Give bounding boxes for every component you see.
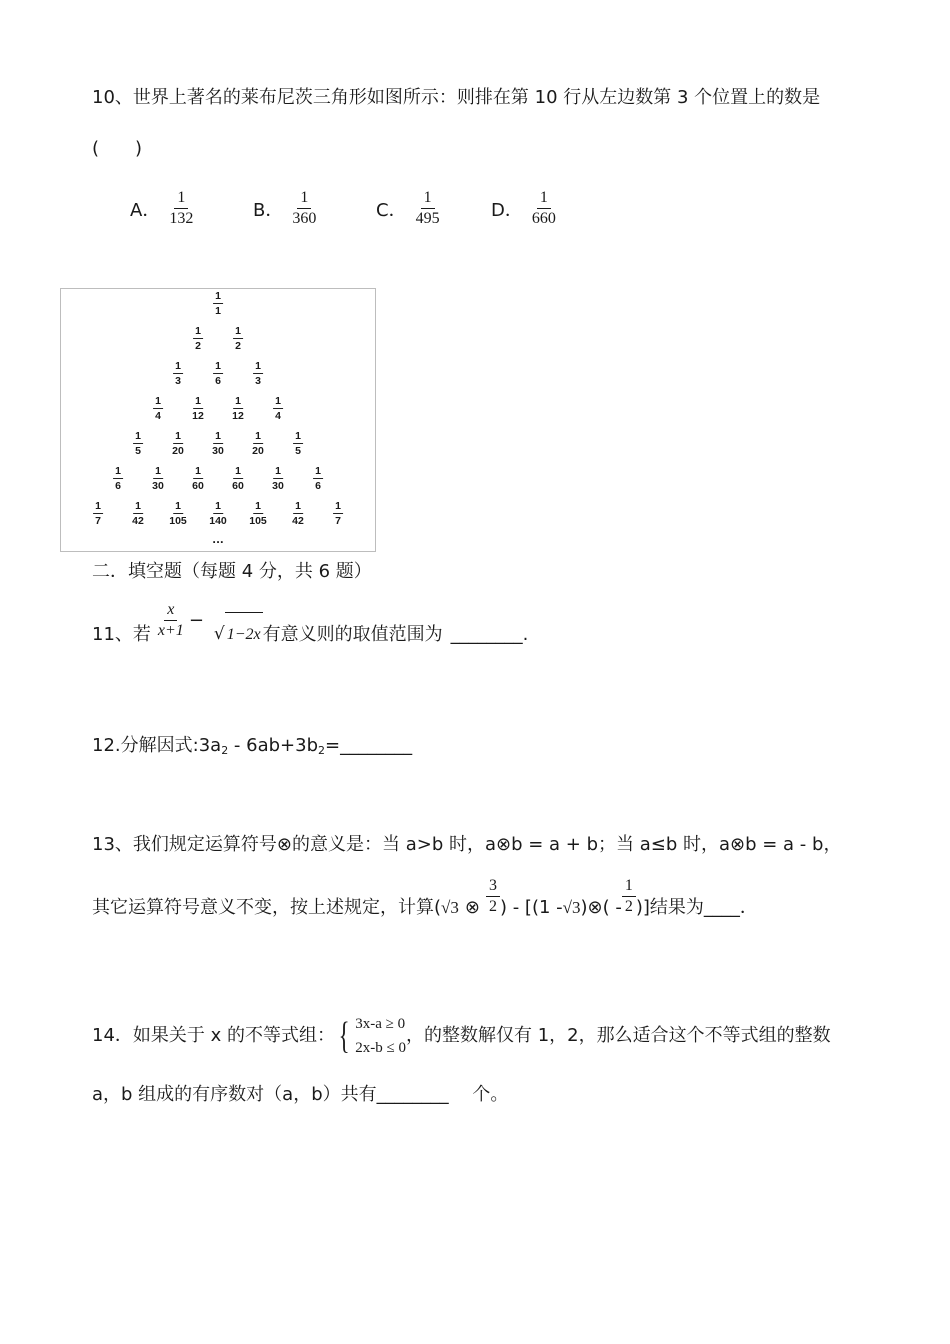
option-a-den: 132	[169, 210, 194, 227]
option-d	[491, 190, 559, 227]
option-c-den: 495	[415, 210, 440, 227]
triangle-denominator: 2	[195, 339, 201, 352]
triangle-numerator: 1	[215, 430, 221, 442]
option-b-fraction	[289, 190, 319, 227]
triangle-denominator: 60	[232, 479, 244, 492]
triangle-denominator: 4	[275, 409, 281, 422]
q11-radical	[214, 612, 263, 657]
triangle-denominator: 105	[249, 514, 267, 527]
triangle-fraction-r7-c4	[207, 501, 229, 526]
q12-text-c: =________	[325, 735, 413, 756]
q13-line1: 13、我们规定运算符号⊗的意义是：当 a>b 时，a⊗b = a + b；当 a≤b 时，a⊗b = a - b，	[92, 834, 842, 855]
triangle-fraction-r4-c1	[153, 396, 163, 421]
triangle-fraction-r3-c2	[213, 361, 223, 386]
option-a-fraction	[166, 190, 196, 227]
triangle-denominator: 12	[192, 409, 204, 422]
option-a-num: 1	[174, 190, 188, 209]
triangle-numerator: 1	[255, 430, 261, 442]
triangle-denominator: 4	[155, 409, 161, 422]
q12-sub1: 2	[221, 744, 229, 757]
triangle-fraction-r7-c6	[290, 501, 306, 526]
triangle-denominator: 60	[192, 479, 204, 492]
option-d-fraction	[529, 190, 559, 227]
triangle-numerator: 1	[195, 325, 201, 337]
q13-text-c: )⊗( -	[580, 897, 622, 918]
triangle-denominator: 30	[272, 479, 284, 492]
triangle-numerator: 1	[135, 500, 141, 512]
triangle-numerator: 1	[215, 360, 221, 372]
q12-sub2: 2	[318, 744, 325, 757]
option-c	[376, 190, 443, 227]
q11-line	[92, 601, 529, 657]
q12-line	[92, 734, 412, 763]
triangle-denominator: 3	[175, 374, 181, 387]
triangle-numerator: 1	[235, 395, 241, 407]
option-a	[130, 190, 196, 227]
option-d-den: 660	[531, 210, 556, 227]
triangle-fraction-r6-c5	[270, 466, 286, 491]
triangle-denominator: 6	[315, 479, 321, 492]
q13-fraction-b	[622, 878, 636, 915]
triangle-denominator: 20	[252, 444, 264, 457]
q13-f1-num: 3	[486, 878, 500, 897]
triangle-numerator: 1	[155, 465, 161, 477]
triangle-fraction-r7-c1	[93, 501, 103, 526]
triangle-denominator: 5	[135, 444, 141, 457]
triangle-numerator: 1	[295, 500, 301, 512]
triangle-denominator: 2	[235, 339, 241, 352]
q13-text-b: ) - [(1 -	[499, 897, 563, 918]
q11-blank: ________.	[450, 623, 529, 645]
q13-sqrt3-a: √3	[441, 898, 459, 917]
triangle-denominator: 6	[115, 479, 121, 492]
option-d-label: D．	[491, 199, 523, 221]
q13-f2-den: 2	[624, 897, 633, 915]
triangle-fraction-r6-c2	[150, 466, 166, 491]
triangle-denominator: 7	[335, 514, 341, 527]
triangle-denominator: 3	[255, 374, 261, 387]
q10-paren: ( )	[92, 138, 143, 159]
q14-line2: a，b 组成的有序数对（a，b）共有________ 个。	[92, 1084, 509, 1105]
q12-text-b: - 6ab+3b	[228, 735, 318, 756]
triangle-fraction-r7-c5	[247, 501, 269, 526]
option-d-num: 1	[537, 190, 551, 209]
triangle-fraction-r6-c3	[190, 466, 206, 491]
triangle-fraction-r4-c4	[273, 396, 283, 421]
q14-ineq1: 3x-a ≥ 0	[355, 1016, 406, 1032]
triangle-denominator: 42	[292, 514, 304, 527]
triangle-denominator: 30	[212, 444, 224, 457]
triangle-numerator: 1	[115, 465, 121, 477]
q13-sqrt3-b: √3	[562, 898, 581, 917]
q13-otimes-a: ⊗	[464, 897, 480, 918]
triangle-numerator: 1	[195, 395, 201, 407]
q11-suffix: 有意义则的取值范围为	[262, 623, 443, 645]
triangle-fraction-r5-c4	[250, 431, 266, 456]
q14-inequality-system	[335, 1012, 406, 1060]
q11-radicand: 1−2x	[225, 612, 263, 657]
triangle-fraction-r7-c3	[167, 501, 189, 526]
triangle-numerator: 1	[235, 465, 241, 477]
triangle-fraction-r2-c1	[193, 326, 203, 351]
sqrt-icon: √	[213, 624, 225, 644]
triangle-numerator: 1	[315, 465, 321, 477]
section-title: 二．填空题（每题 4 分，共 6 题）	[92, 561, 372, 582]
triangle-denominator: 42	[132, 514, 144, 527]
q13-f1-den: 2	[488, 897, 497, 915]
triangle-numerator: 1	[135, 430, 141, 442]
triangle-fraction-r5-c5	[293, 431, 303, 456]
triangle-fraction-r5-c3	[210, 431, 226, 456]
q14-suffix: ，的整数解仅有 1，2，那么适合这个不等式组的整数	[405, 1025, 831, 1046]
option-c-label: C．	[376, 199, 407, 221]
triangle-numerator: 1	[215, 500, 221, 512]
triangle-denominator: 140	[209, 514, 227, 527]
triangle-denominator: 1	[215, 304, 221, 317]
triangle-numerator: 1	[255, 360, 261, 372]
q11-prefix: 11、若	[92, 623, 151, 645]
option-a-label: A．	[130, 199, 161, 221]
option-b-label: B．	[253, 199, 284, 221]
q11-frac-num: x	[164, 602, 177, 621]
triangle-fraction-r6-c6	[313, 466, 323, 491]
triangle-numerator: 1	[235, 325, 241, 337]
triangle-numerator: 1	[175, 500, 181, 512]
triangle-fraction-r6-c4	[230, 466, 246, 491]
triangle-numerator: 1	[215, 290, 221, 302]
q13-text-a: 其它运算符号意义不变，按上述规定，计算(	[92, 897, 442, 918]
triangle-numerator: 1	[275, 395, 281, 407]
leibniz-triangle-figure	[60, 288, 376, 552]
q10-text: 10、世界上著名的莱布尼茨三角形如图所示：则排在第 10 行从左边数第 3 个位置上的数是	[92, 87, 821, 108]
q13-fraction-a	[486, 878, 500, 915]
q11-fraction	[155, 602, 187, 639]
triangle-numerator: 1	[335, 500, 341, 512]
triangle-fraction-r4-c3	[230, 396, 246, 421]
triangle-fraction-r7-c7	[333, 501, 343, 526]
triangle-denominator: 12	[232, 409, 244, 422]
option-c-num: 1	[421, 190, 435, 209]
triangle-fraction-r3-c3	[253, 361, 263, 386]
triangle-numerator: 1	[295, 430, 301, 442]
triangle-numerator: 1	[95, 500, 101, 512]
triangle-fraction-r6-c1	[113, 466, 123, 491]
option-c-fraction	[413, 190, 443, 227]
option-b	[253, 190, 319, 227]
triangle-fraction-r7-c2	[130, 501, 146, 526]
triangle-ellipsis: ...	[212, 535, 224, 546]
option-b-num: 1	[297, 190, 311, 209]
triangle-denominator: 5	[295, 444, 301, 457]
q13-f2-num: 1	[622, 878, 636, 897]
q12-text-a: 12.分解因式:3a	[92, 735, 222, 756]
triangle-denominator: 105	[169, 514, 187, 527]
triangle-denominator: 30	[152, 479, 164, 492]
triangle-denominator: 20	[172, 444, 184, 457]
triangle-numerator: 1	[255, 500, 261, 512]
triangle-fraction-r5-c1	[133, 431, 143, 456]
q14-prefix: 14．如果关于 x 的不等式组：	[92, 1025, 335, 1046]
triangle-numerator: 1	[175, 430, 181, 442]
triangle-fraction-r2-c2	[233, 326, 243, 351]
triangle-fraction-r3-c1	[173, 361, 183, 386]
triangle-numerator: 1	[175, 360, 181, 372]
q11-frac-den: x+1	[157, 622, 184, 639]
q11-minus: −	[188, 609, 204, 631]
brace-icon: {	[338, 1015, 350, 1057]
option-b-den: 360	[292, 210, 317, 227]
triangle-fraction-r1-c1	[213, 291, 223, 316]
triangle-fraction-r5-c2	[170, 431, 186, 456]
q13-text-d: )]结果为____．	[635, 897, 758, 918]
triangle-fraction-r4-c2	[190, 396, 206, 421]
triangle-denominator: 7	[95, 514, 101, 527]
triangle-denominator: 6	[215, 374, 221, 387]
triangle-numerator: 1	[195, 465, 201, 477]
q14-line1	[92, 1006, 831, 1066]
q13-line2	[92, 876, 758, 930]
triangle-numerator: 1	[275, 465, 281, 477]
q14-ineq2: 2x-b ≤ 0	[355, 1040, 406, 1056]
triangle-numerator: 1	[155, 395, 161, 407]
